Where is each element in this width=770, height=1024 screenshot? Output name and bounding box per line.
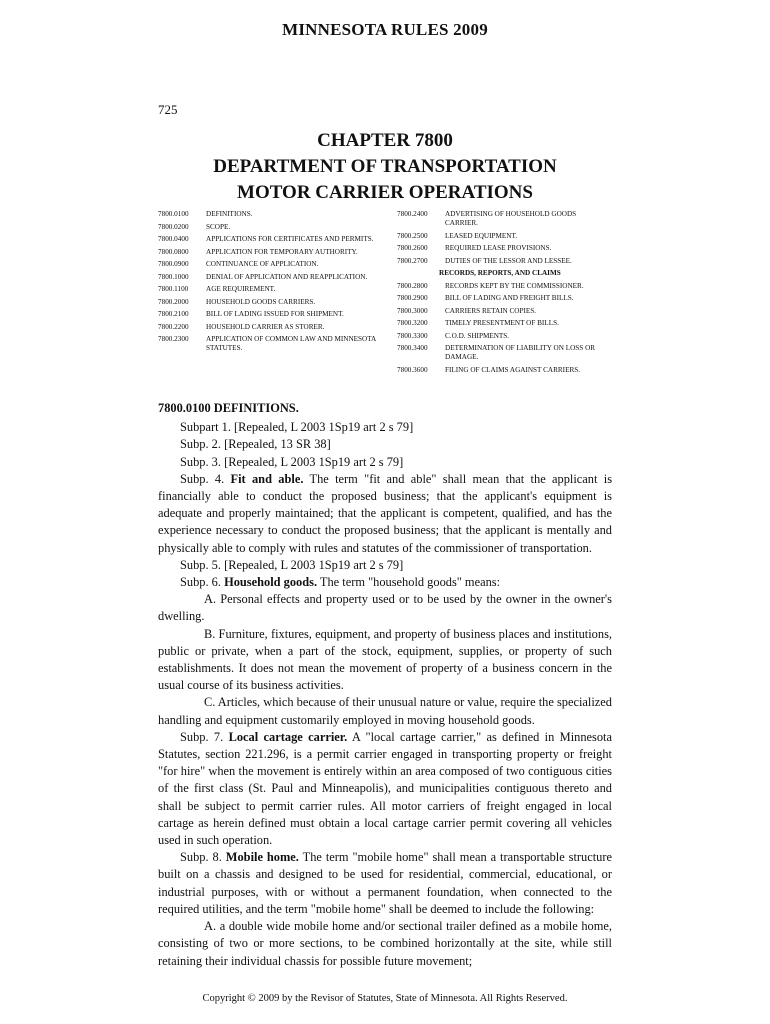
toc-entry	[397, 257, 607, 266]
rule-body	[158, 400, 612, 970]
toc-entry-number: 7800.1100	[158, 285, 189, 293]
toc-entry-title: LEASED EQUIPMENT.	[445, 231, 518, 240]
toc-entry	[397, 366, 607, 375]
toc-entry-title: AGE REQUIREMENT.	[206, 285, 276, 293]
toc-entry-title: HOUSEHOLD CARRIER AS STORER.	[206, 322, 325, 331]
toc-entry	[397, 210, 607, 228]
toc-entry-number: 7800.0400	[158, 235, 189, 243]
toc-entry-title: SCOPE.	[206, 222, 231, 231]
subpart-7-text: A "local cartage carrier," as defined in Minnesota Statutes, section 221.296, is a permit carrier engaged in transporting property or freight "for hire" when the movement is entirely within an area composed of two contiguous cities of the first class (St. Paul and Minneapolis), and municipalities contiguous thereto and shall be subject to permit carrier rules. All motor carriers of freight engaged in local cartage as herein defined must obtain a local cartage carrier permit covering all vehicles used in such operation.	[158, 729, 612, 848]
subpart-8-label: Subp. 8.	[180, 850, 222, 865]
toc-entry	[397, 294, 607, 303]
toc-entry	[397, 332, 607, 341]
toc-right-group-b	[397, 282, 607, 375]
toc-entry	[158, 235, 393, 244]
toc-entry-number: 7800.2500	[397, 231, 428, 240]
toc-entry-number: 7800.2300	[158, 335, 189, 343]
copyright-footer: Copyright © 2009 by the Revisor of Statutes, State of Minnesota. All Rights Reserved.	[202, 993, 568, 1004]
toc-entry-title: DETERMINATION OF LIABILITY ON LOSS OR DAMAGE.	[445, 344, 596, 361]
subpart-6-item-a: A. Personal effects and property used or to be used by the owner in the owner's dwelling.	[158, 592, 612, 624]
toc-entry	[397, 319, 607, 328]
toc-entry-number: 7800.2200	[158, 322, 189, 331]
toc-entry-number: 7800.3200	[397, 319, 428, 327]
toc-right-group-a	[397, 210, 607, 266]
toc-entry	[397, 282, 607, 291]
subpart-4-text: The term "fit and able" shall mean that the applicant is financially able to conduct the proposed business; that the applicant's equipment is adequate and properly maintained; that the applicant is competent, qualified, and has the experience necessary to conduct the proposed business; that the applicant is mentally and physically able to comply with rules and statutes of the commissioner of transportation.	[158, 471, 613, 555]
toc-entry-title: CARRIERS RETAIN COPIES.	[445, 306, 537, 315]
toc-entry	[158, 298, 393, 307]
toc-entry	[158, 223, 393, 232]
term-local-cartage-carrier: Local cartage carrier.	[228, 729, 348, 744]
toc-entry-number: 7800.1000	[158, 272, 189, 281]
toc-entry-number: 7800.0900	[158, 260, 189, 268]
section-heading: 7800.0100 DEFINITIONS.	[158, 401, 299, 415]
term-household-goods: Household goods.	[224, 575, 318, 590]
toc-entry	[158, 285, 393, 294]
subpart-8-item-a: A. a double wide mobile home and/or sectional trailer defined as a mobile home, consisting of two or more sections, to be combined horizontally at the site, while still retaining their individual chassis for possible future movement;	[158, 919, 612, 968]
toc-entry-number: 7800.2600	[397, 244, 428, 252]
toc-entry-number: 7800.2400	[397, 210, 428, 218]
toc-entry	[397, 244, 607, 253]
subpart-7-label: Subp. 7.	[180, 729, 224, 744]
toc-entry-title: RECORDS KEPT BY THE COMMISSIONER.	[445, 281, 584, 290]
toc-entry	[158, 273, 393, 282]
subpart-8	[158, 849, 612, 918]
chapter-number: CHAPTER 7800	[317, 130, 453, 151]
toc-entry	[158, 323, 393, 332]
toc-entry-title: C.O.D. SHIPMENTS.	[445, 331, 510, 340]
toc-entry-title: FILING OF CLAIMS AGAINST CARRIERS.	[445, 365, 581, 374]
toc-entry-number: 7800.2000	[158, 297, 189, 306]
toc-entry-title: TIMELY PRESENTMENT OF BILLS.	[445, 319, 559, 327]
toc-entry-title: DEFINITIONS.	[206, 210, 253, 218]
toc-entry	[158, 210, 393, 219]
subpart-4-label: Subp. 4.	[180, 471, 225, 486]
toc-entry	[158, 248, 393, 257]
term-mobile-home: Mobile home.	[225, 850, 299, 865]
subpart-4	[158, 471, 612, 557]
toc-entry-title: BILL OF LADING AND FREIGHT BILLS.	[445, 294, 574, 302]
toc-entry-title: DUTIES OF THE LESSOR AND LESSEE.	[445, 256, 572, 265]
toc-left-column	[158, 210, 393, 357]
subpart-3: Subp. 3. [Repealed, L 2003 1Sp19 art 2 s 79]	[180, 454, 404, 469]
subpart-6-item-c: C. Articles, which because of their unusual nature or value, require the specialized handling and equipment customarily employed in moving household goods.	[158, 695, 612, 727]
toc-entry-title: APPLICATIONS FOR CERTIFICATES AND PERMITS.	[206, 235, 374, 243]
chapter-subject: MOTOR CARRIER OPERATIONS	[237, 182, 533, 203]
toc-entry	[158, 335, 393, 353]
toc-entry-number: 7800.3300	[397, 331, 428, 340]
toc-entry-number: 7800.3600	[397, 365, 428, 374]
toc-entry-number: 7800.2700	[397, 256, 428, 265]
toc-entry-title: ADVERTISING OF HOUSEHOLD GOODS CARRIER.	[445, 210, 577, 227]
subpart-6-text: The term "household goods" means:	[319, 575, 501, 590]
subpart-1: Subpart 1. [Repealed, L 2003 1Sp19 art 2 s 79]	[180, 420, 414, 435]
toc-entry-number: 7800.3400	[397, 344, 428, 352]
toc-right-column	[397, 210, 607, 378]
toc-entry-number: 7800.0100	[158, 210, 189, 218]
toc-entry-title: APPLICATION OF COMMON LAW AND MINNESOTA STATUTES.	[206, 335, 376, 352]
toc-entry	[158, 310, 393, 319]
subpart-6-label: Subp. 6.	[180, 575, 221, 590]
toc-entry-title: DENIAL OF APPLICATION AND REAPPLICATION.	[206, 272, 368, 281]
toc-entry-number: 7800.0200	[158, 222, 189, 231]
toc-entry-title: BILL OF LADING ISSUED FOR SHIPMENT.	[206, 310, 344, 318]
toc-entry	[397, 344, 607, 362]
running-head: MINNESOTA RULES 2009	[282, 20, 488, 39]
toc-heading-records: RECORDS, REPORTS, AND CLAIMS	[439, 269, 561, 277]
page-number: 725	[158, 102, 178, 117]
subpart-7	[158, 729, 612, 849]
subpart-6-item-b: B. Furniture, fixtures, equipment, and property of business places and institutions, public or private, when a part of the stock, equipment, supplies, or property of such establishments. It does not mean the movement of property of a business concern in the usual course of its business activities.	[158, 626, 612, 693]
toc-entry-title: CONTINUANCE OF APPLICATION.	[206, 260, 319, 268]
subpart-8-text: The term "mobile home" shall mean a transportable structure built on a chassis and designed to be used for residential, commercial, educational, or industrial purposes, with or without a permanent foundation, when connected to the required utilities, and the term "mobile home" shall be deemed to include the following:	[158, 850, 613, 916]
toc-entry-number: 7800.2800	[397, 281, 428, 290]
toc-entry-number: 7800.2900	[397, 294, 428, 302]
chapter-title	[0, 128, 770, 206]
toc-entry-title: HOUSEHOLD GOODS CARRIERS.	[206, 297, 316, 306]
toc-entry	[397, 232, 607, 241]
toc-entry-number: 7800.2100	[158, 310, 189, 318]
term-fit-and-able: Fit and able.	[230, 471, 304, 486]
subpart-2: Subp. 2. [Repealed, 13 SR 38]	[180, 437, 331, 452]
toc-entry	[158, 260, 393, 269]
toc-entry-title: REQUIRED LEASE PROVISIONS.	[445, 244, 552, 252]
chapter-department: DEPARTMENT OF TRANSPORTATION	[213, 156, 557, 177]
subpart-5: Subp. 5. [Repealed, L 2003 1Sp19 art 2 s 79]	[180, 557, 404, 572]
toc-entry-title: APPLICATION FOR TEMPORARY AUTHORITY.	[206, 247, 358, 256]
toc-entry-number: 7800.0800	[158, 247, 189, 256]
toc-entry-number: 7800.3000	[397, 306, 428, 315]
toc-entry	[397, 307, 607, 316]
subpart-6	[158, 574, 612, 591]
